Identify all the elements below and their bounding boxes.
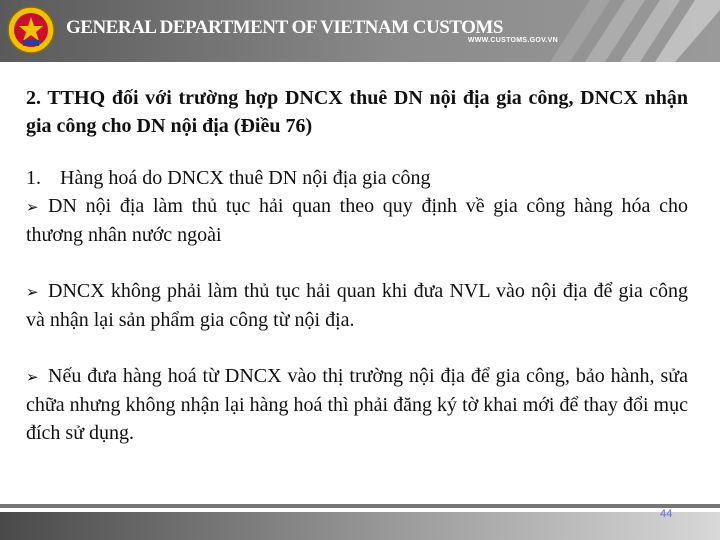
arrow-bullet-icon: ➢: [26, 368, 39, 386]
bullet-text: DN nội địa làm thủ tục hải quan theo quy định về gia công hàng hóa cho thương nhân nước ngoài: [26, 195, 688, 246]
header-bar: [0, 0, 720, 62]
slide-content: [26, 84, 688, 447]
arrow-bullet-icon: ➢: [26, 198, 39, 216]
bullet-item-3: [26, 362, 688, 447]
item-text: Hàng hoá do DNCX thuê DN nội địa gia công: [60, 167, 431, 189]
bullet-item-2: [26, 277, 688, 334]
arrow-bullet-icon: ➢: [26, 283, 39, 301]
numbered-item-1: [26, 164, 688, 192]
header-decoration: [530, 0, 720, 62]
header-url: WWW.CUSTOMS.GOV.VN: [467, 37, 558, 44]
header-title: GENERAL DEPARTMENT OF VIETNAM CUSTOMS: [66, 17, 503, 38]
footer-divider: [0, 504, 720, 508]
footer-bar: [0, 512, 720, 540]
bullet-text: DNCX không phải làm thủ tục hải quan khi đưa NVL vào nội địa để gia công và nhận lại sản phẩm gia công từ nội địa.: [26, 280, 688, 331]
slide-heading: 2. TTHQ đối với trường hợp DNCX thuê DN nội địa gia công, DNCX nhận gia công cho DN nội địa (Điều 76): [26, 87, 688, 137]
customs-emblem-logo: [6, 4, 56, 56]
bullet-text: Nếu đưa hàng hoá từ DNCX vào thị trường nội địa để gia công, bảo hành, sửa chữa nhưng không nhận lại hàng hoá thì phải đăng ký tờ khai mới để thay đổi mục đích sử dụng.: [26, 365, 688, 444]
page-number: 44: [660, 508, 673, 520]
item-number: 1.: [26, 167, 41, 189]
bullet-item-1: [26, 192, 688, 249]
